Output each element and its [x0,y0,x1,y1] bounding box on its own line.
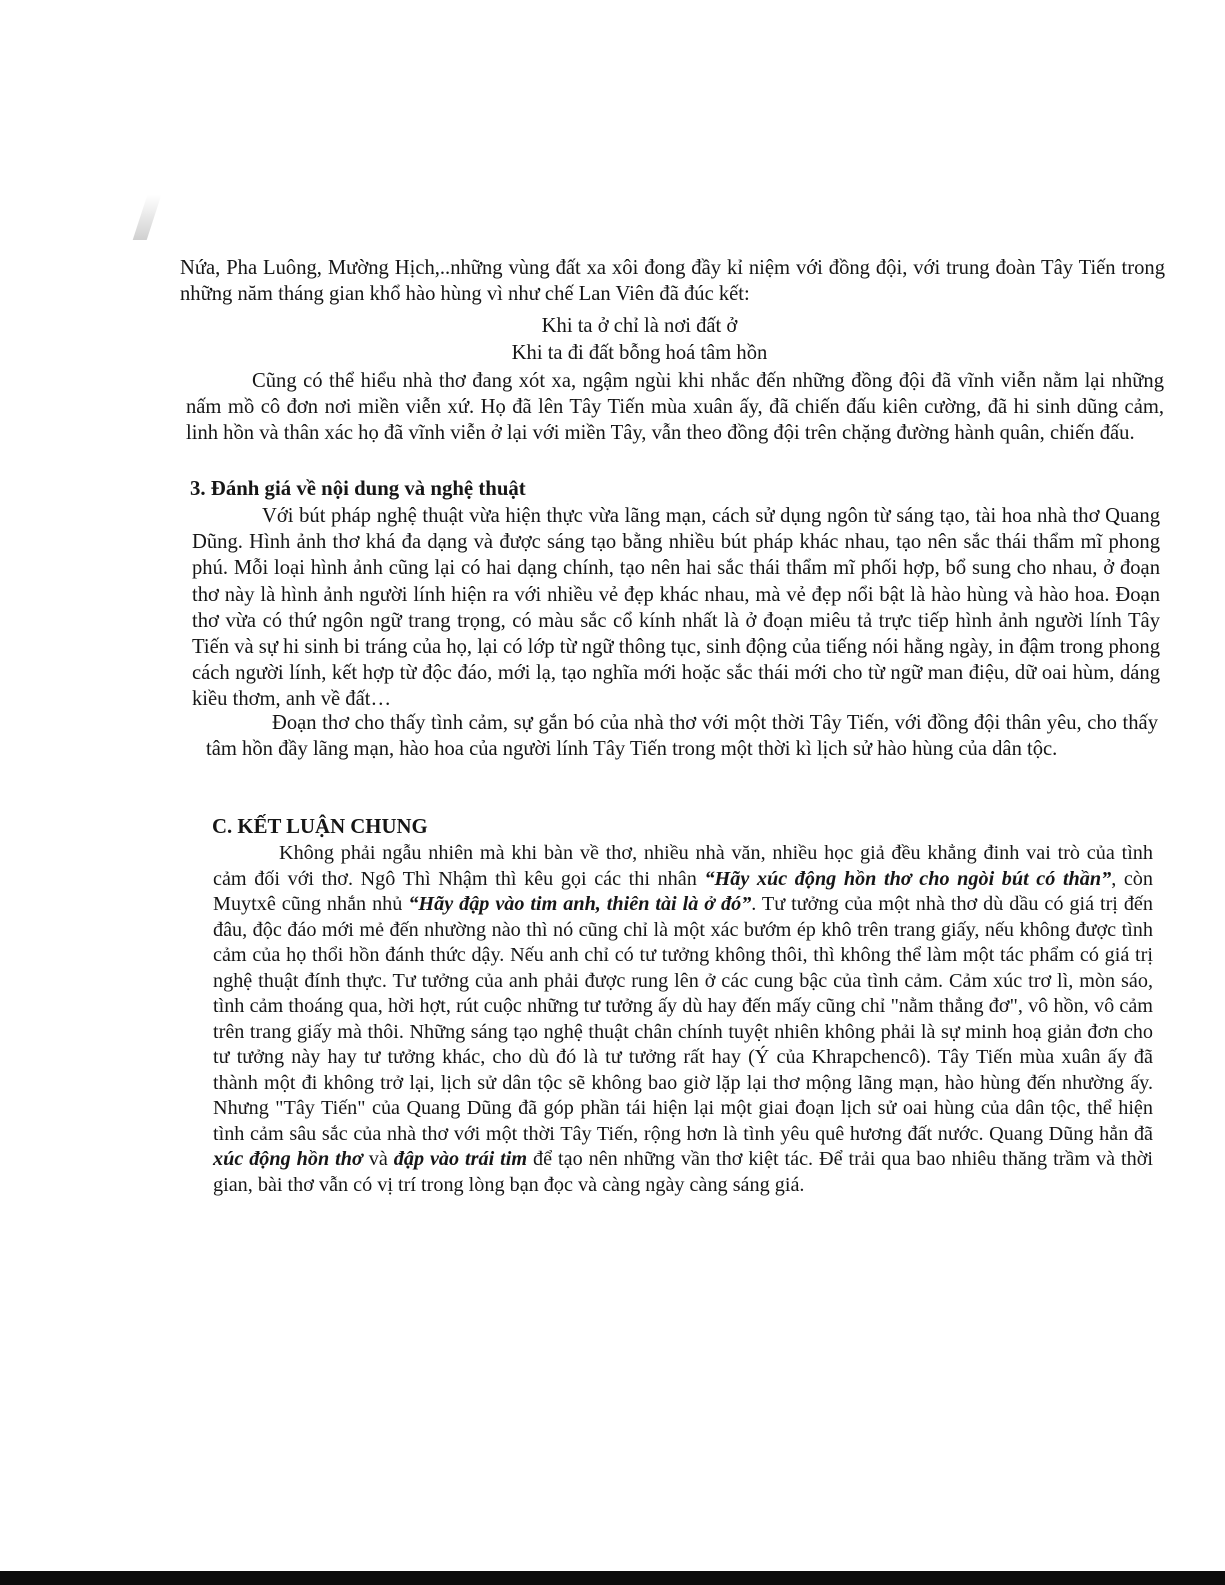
paragraph-intro: Nứa, Pha Luông, Mường Hịch,..những vùng đất xa xôi đong đầy kỉ niệm với đồng đội, với trung đoàn Tây Tiến trong những năm tháng gian khổ hào hùng vì như chế Lan Viên đã đúc kết: [180,257,1165,306]
scan-bottom-edge [0,1571,1225,1585]
emphasis-dap-vao: đập vào trái tim [393,1148,528,1170]
conclusion-text-3: . Tư tưởng của một nhà thơ dù dầu có giá trị đến đâu, độc đáo mới mẻ đến nhường nào thì nó cũng chỉ là một xác bướm ép khô trên trang giấy, nếu không được tình cảm của họ thổi hồn đánh thức dậy. Nếu anh chỉ có tư tưởng không thôi, thì không thể làm một tác phẩm có giá trị nghệ thuật đính thực. Tư tưởng của anh phải được rung lên ở các cung bậc của tình cảm. Cảm xúc trơ lì, mòn sáo, tình cảm thoáng qua, hời hợt, rút cuộc những tư tưởng ấy dù hay đến mấy cũng chỉ "nằm thẳng đơ", vô hồn, vô cảm trên trang giấy mà thôi. Những sáng tạo nghệ thuật chân chính tuyệt nhiên không phải là sự minh hoạ giản đơn cho tư tưởng này hay tư tưởng khác, cho dù đó là tư tưởng rất hay (Ý của Khrapchencô). Tây Tiến mùa xuân ấy đã thành một đi không trở lại, lịch sử dân tộc sẽ không bao giờ lặp lại thơ mộng lãng mạn, hào hùng đến nhường ấy. Nhưng "Tây Tiến" của Quang Dũng đã góp phần tái hiện lại một giai đoạn lịch sử oai hùng của dân tộc, thể hiện tình cảm sâu sắc của nhà thơ với một thời Tây Tiến, rộng hơn là tình yêu quê hương đất nước. Quang Dũng hẳn đã [213,893,1153,1145]
emphasis-xuc-dong: xúc động hồn thơ [213,1148,363,1170]
paragraph-feeling: Đoạn thơ cho thấy tình cảm, sự gắn bó của nhà thơ với một thời Tây Tiến, với đồng đội thân yêu, cho thấy tâm hồn đầy lãng mạn, hào hoa của người lính Tây Tiến trong một thời kì lịch sử hào hùng của dân tộc. [206,712,1158,761]
conclusion-text-4: và [362,1148,394,1170]
verse-line-2: Khi ta đi đất bỗng hoá tâm hồn [511,342,768,364]
conclusion-text-2: , còn Muytxê cũng nhắn nhủ [213,867,1153,915]
conclusion-text-1: Không phải ngẫu nhiên mà khi bàn về thơ, nhiều nhà văn, nhiều học giả đều khẳng đinh vai trò của tình cảm đối với thơ. Ngô Thì Nhậm thì kêu gọi các thi nhân [213,842,1153,890]
quote-muytxe: “Hãy đập vào tim anh, thiên tài là ở đó” [408,893,752,915]
section-c-heading: C. KẾT LUẬN CHUNG [212,815,428,838]
conclusion-text-5: để tạo nên những vần thơ kiệt tác. Để trải qua bao nhiêu thăng trầm và thời gian, bài thơ vẫn có vị trí trong lòng bạn đọc và càng ngày càng sáng giá. [213,1148,1153,1196]
quote-ngo-thi-nham: “Hãy xúc động hồn thơ cho ngòi bút có thần” [704,867,1112,890]
scan-artifact [133,195,162,240]
paragraph-conclusion [213,841,1153,1198]
paragraph-soldiers: Cũng có thể hiểu nhà thơ đang xót xa, ngậm ngùi khi nhắc đến những đồng đội đã vĩnh viễn nằm lại những nấm mồ cô đơn nơi miền viễn xứ. Họ đã lên Tây Tiến mùa xuân ấy, đã chiến đấu kiên cường, đã hi sinh dũng cảm, linh hồn và thân xác họ đã vĩnh viễn ở lại với miền Tây, vẫn theo đồng đội trên chặng đường hành quân, chiến đấu. [186,370,1164,445]
paragraph-art: Với bút pháp nghệ thuật vừa hiện thực vừa lãng mạn, cách sử dụng ngôn từ sáng tạo, tài hoa nhà thơ Quang Dũng. Hình ảnh thơ khá đa dạng và được sáng tạo bằng nhiều bút pháp khác nhau, tạo nên sắc thái thẩm mĩ phong phú. Mỗi loại hình ảnh cũng lại có hai dạng chính, tạo nên hai sắc thái thẩm mĩ phối hợp, bổ sung cho nhau, ở đoạn thơ này là hình ảnh người lính hiện ra với nhiều vẻ đẹp khác nhau, mà vẻ đẹp nổi bật là hào hùng và hào hoa. Đoạn thơ vừa có thứ ngôn ngữ trang trọng, có màu sắc cổ kính nhất là ở đoạn miêu tả trực tiếp hình ảnh người lính Tây Tiến và sự hi sinh bi tráng của họ, lại có lớp từ ngữ thông tục, sinh động của tiếng nói hằng ngày, in đậm trong phong cách người lính, kết hợp từ độc đáo, mới lạ, tạo nghĩa mới hoặc sắc thái mới cho từ ngữ man điệu, dữ oai hùm, dáng kiều thơm, anh về đất… [192,505,1160,711]
verse-line-1: Khi ta ở chỉ là nơi đất ở [541,315,738,337]
section-3-heading: 3. Đánh giá về nội dung và nghệ thuật [190,477,526,500]
